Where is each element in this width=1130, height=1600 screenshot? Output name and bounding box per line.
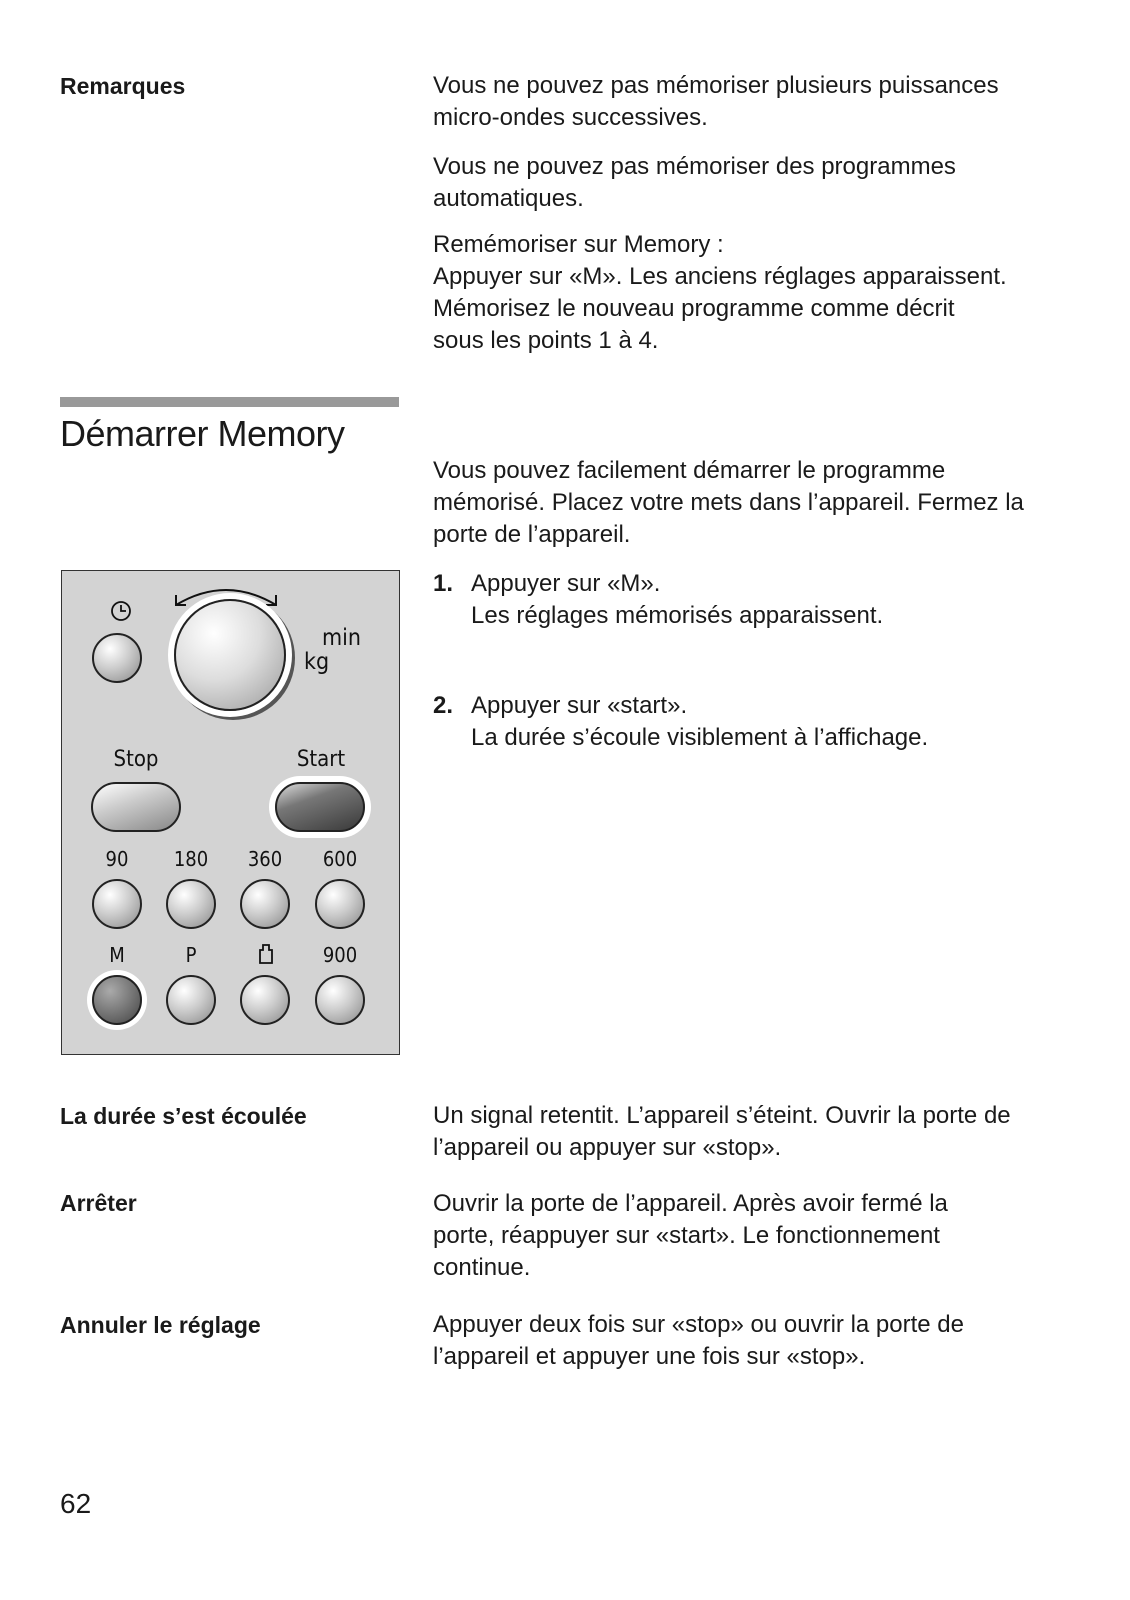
weight-icon	[258, 943, 274, 965]
remark-2: Vous ne pouvez pas mémoriser des programmes automatiques.	[433, 153, 956, 212]
step-1	[471, 568, 1091, 632]
section-title: Démarrer Memory	[60, 413, 345, 454]
note-label: Arrêter	[60, 1190, 137, 1216]
remarques-text	[433, 70, 1053, 357]
stop-label: Stop	[113, 747, 159, 772]
clock-icon	[110, 599, 132, 623]
control-panel-illustration	[61, 570, 400, 1055]
step-result: La durée s’écoule visiblement à l’affichage.	[471, 724, 929, 751]
power-900-button	[315, 975, 365, 1025]
note-text: Un signal retentit. L’appareil s’éteint. Ouvrir la porte de l’appareil ou appuyer sur «stop».	[433, 1102, 1011, 1161]
rememo-line: Appuyer sur «M». Les anciens réglages apparaissent.	[433, 263, 1007, 290]
power-label: 360	[247, 847, 283, 871]
power-label: 90	[105, 847, 129, 871]
rotary-dial	[174, 599, 286, 711]
program-label: P	[185, 943, 197, 967]
remarques-label: Remarques	[60, 73, 186, 99]
weight-button	[240, 975, 290, 1025]
step-number: 1.	[433, 570, 454, 597]
note-label: La durée s’est écoulée	[60, 1103, 307, 1129]
start-label: Start	[296, 747, 346, 772]
timer-button	[92, 633, 142, 683]
stop-button	[91, 782, 181, 832]
kg-label: kg	[304, 649, 330, 675]
step-result: Les réglages mémorisés apparaissent.	[471, 602, 884, 629]
min-label: min	[322, 625, 362, 651]
step-action: Appuyer sur «M».	[471, 570, 661, 597]
remark-1: Vous ne pouvez pas mémoriser plusieurs puissances micro-ondes successives.	[433, 72, 999, 131]
rememo-title: Remémoriser sur Memory :	[433, 231, 724, 258]
page-number: 62	[60, 1488, 92, 1519]
power-label: 600	[322, 847, 358, 871]
rememo-line: sous les points 1 à 4.	[433, 327, 659, 354]
power-label: 180	[173, 847, 209, 871]
step-2	[471, 690, 1091, 754]
note-label: Annuler le réglage	[60, 1312, 261, 1338]
note-text: Ouvrir la porte de l’appareil. Après avoir fermé la porte, réappuyer sur «start». Le fonctionnement continue.	[433, 1190, 948, 1281]
note-text: Appuyer deux fois sur «stop» ou ouvrir la porte de l’appareil et appuyer une fois sur «stop».	[433, 1311, 964, 1370]
power-label: 900	[322, 943, 358, 967]
rememo-line: Mémorisez le nouveau programme comme décrit	[433, 295, 955, 322]
program-button	[166, 975, 216, 1025]
power-180-button	[166, 879, 216, 929]
memory-button	[92, 975, 142, 1025]
power-90-button	[92, 879, 142, 929]
memory-label: M	[109, 943, 125, 967]
step-action: Appuyer sur «start».	[471, 692, 688, 719]
section-rule	[60, 397, 399, 407]
intro-text: Vous pouvez facilement démarrer le programme mémorisé. Placez votre mets dans l’appareil. Fermez la porte de l’appareil.	[433, 457, 1024, 548]
power-600-button	[315, 879, 365, 929]
step-number: 2.	[433, 692, 454, 719]
start-button	[275, 782, 365, 832]
power-360-button	[240, 879, 290, 929]
